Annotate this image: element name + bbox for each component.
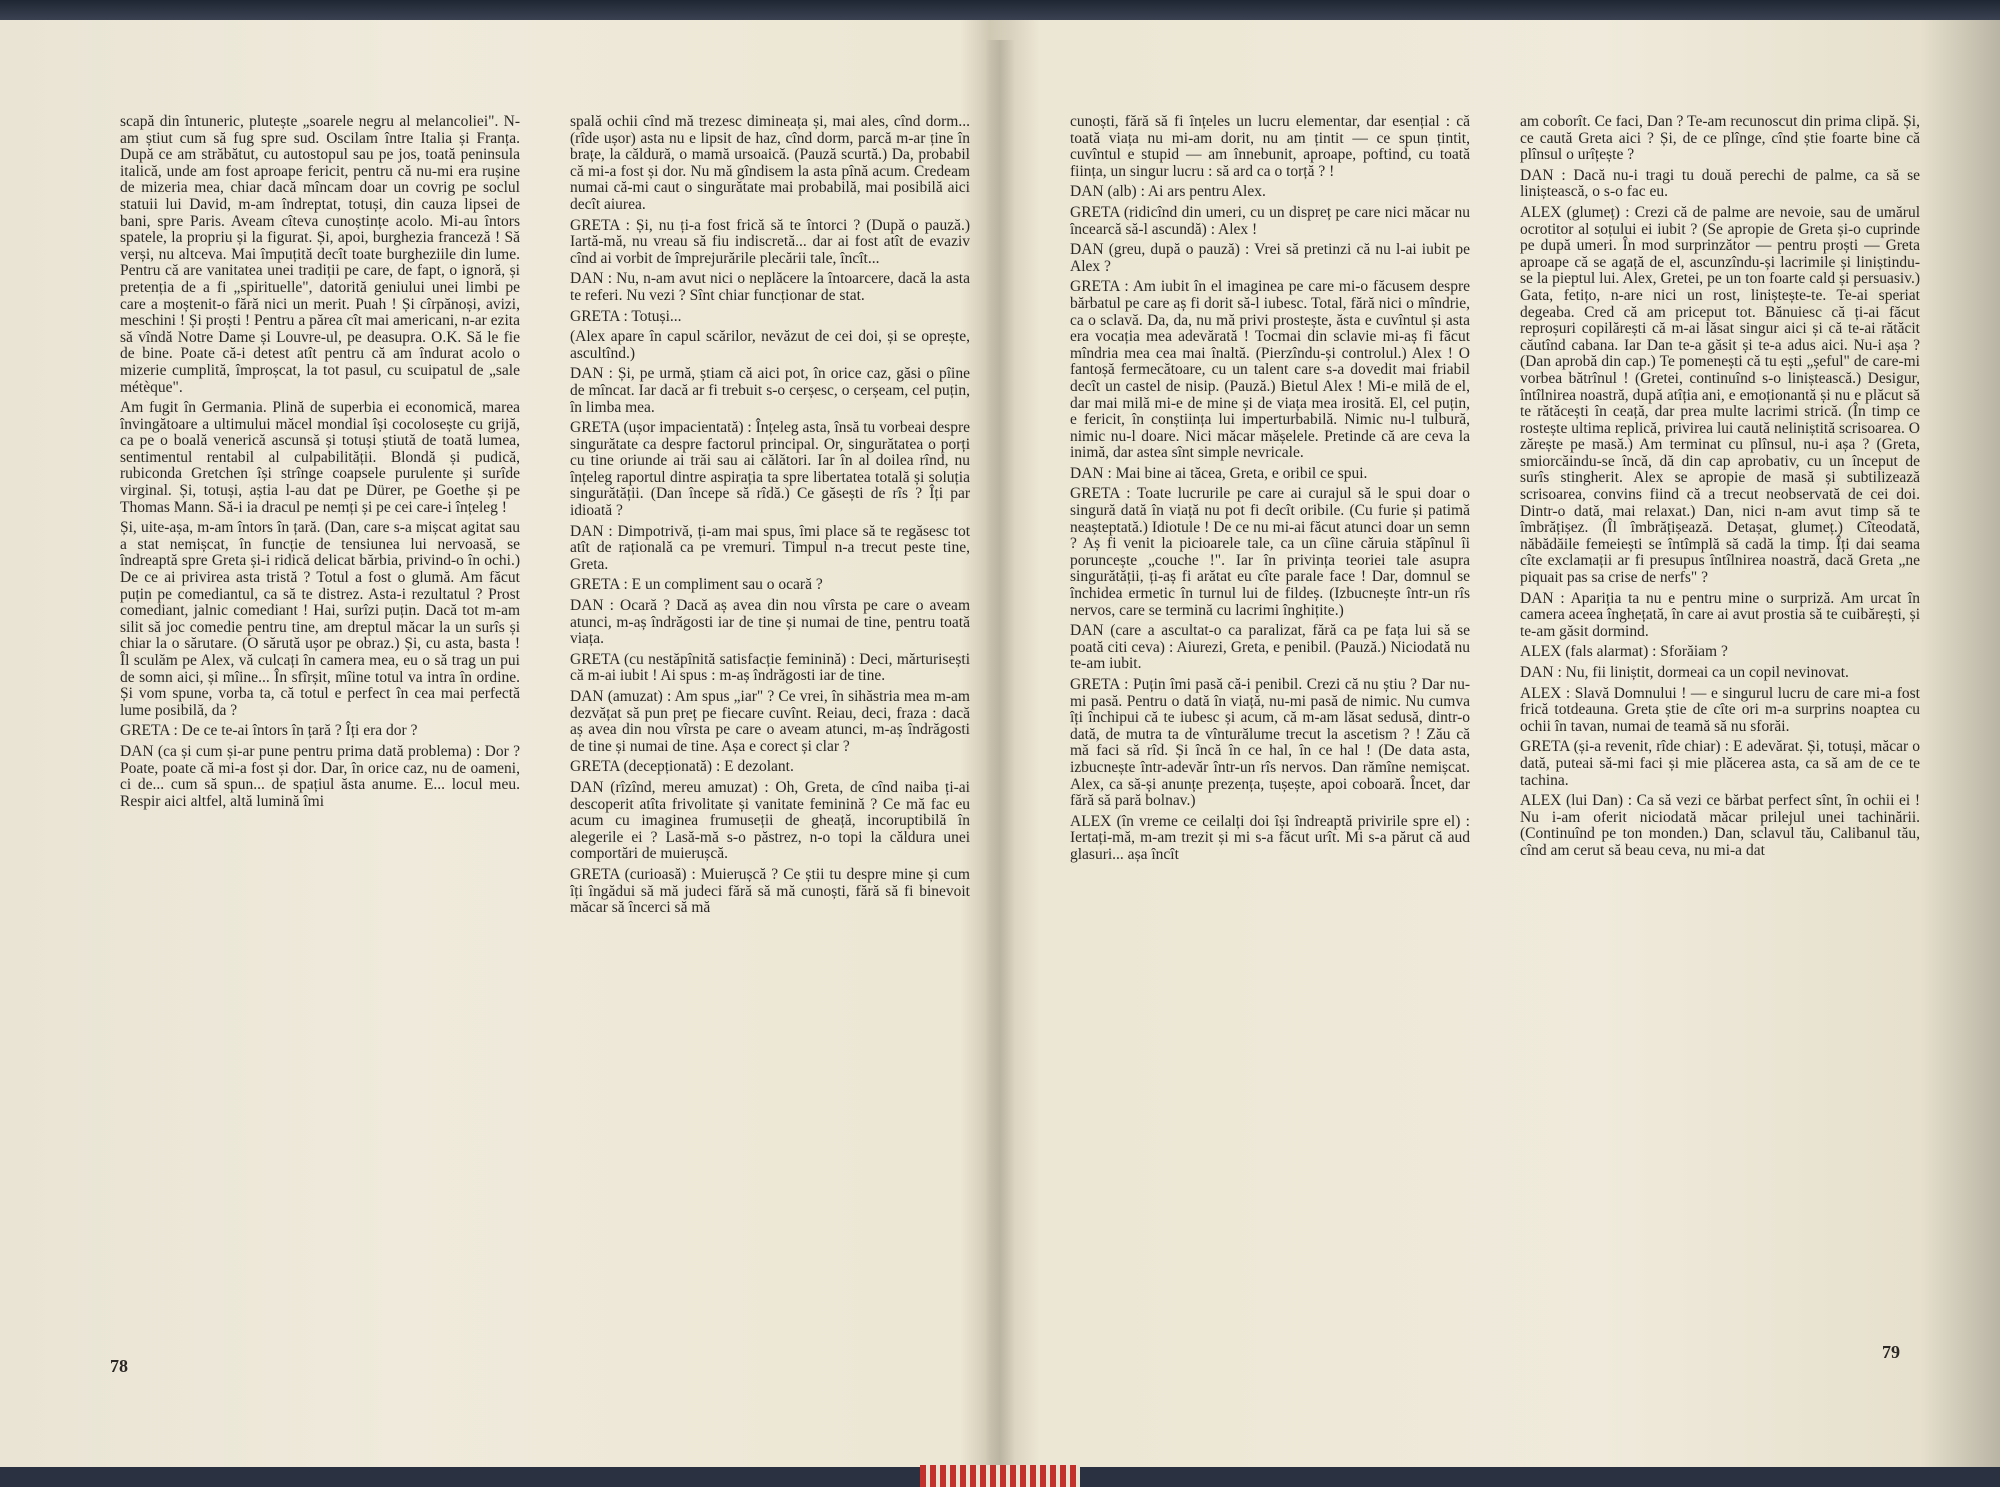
paragraph: Am fugit în Germania. Plină de superbia ei economică, marea învingătoare a ultimului măcel mondial își cocolosește cu grijă, ca pe o boală venerică ascunsă și totuși știută de toată lumea, sentimentul rentabil al culpabilității. Blondă și pudică, rubiconda Gretchen își strînge coapsele purulente și surîde virginal. Și, totuși, aștia l-au dat pe Dürer, pe Goethe și pe Thomas Mann. Să-i ia dracul pe nemți și pe cei care-i înțeleg ! [120, 399, 520, 516]
paragraph: GRETA : Totuși... [570, 307, 682, 325]
paragraph: scapă din întuneric, plutește „soarele negru al melancoliei". N-am știut cum să fug spre sud. Oscilam între Italia și Franța. După ce am străbătut, cu autostopul sau pe jos, toată peninsula italică, unde am fost aproape fericit, pentru că nu-mi era rușine de mizeria mea, chiar dacă mîncam doar un covrig pe soclul statuii lui David, m-am îndreptat, totuși, din cauza lipsei de bani, spre Paris. Aveam cîteva cunoștințe acolo. Mi-au întors spatele, la propriu și la figurat. Și, apoi, burghezia franceză ! Să verși, nu altceva. Mai împuțită decît toate burgheziile din lume. Pentru că are vanitatea unei tradiții pe care, de fapt, o ignoră, și pretenția de a fi „spirituelle", datorită geniului unei limbi pe care a moștenit-o fără nici un merit. Puah ! Și cîrpănoși, avizi, meschini ! Și proști ! Pentru a părea cît mai americani, n-ar ezita să vîndă Notre Dame și Louvre-ul, pe deasupra. O.K. Să le fie de bine. Poate că-i detest atît pentru că am îndurat acolo o mizerie cumplită, împroșcat, la tot pasul, cu scuipatul de „sale métèque". [120, 114, 520, 396]
paragraph: GRETA (ridicînd din umeri, cu un dispreț pe care nici măcar nu încearcă să-l ascundă) : Alex ! [1070, 203, 1470, 238]
paragraph: spală ochii cînd mă trezesc dimineața și, mai ales, cînd dorm... (rîde ușor) asta nu e lipsit de haz, cînd dorm, parcă m-ar ține în brațe, la căldură, o mamă ursoaică. (Pauză scurtă.) Da, probabil că mi-a fost și dor. Nu mă gîndisem la asta pînă acum. Credeam numai că-mi caut o singurătate mai probabilă, mai posibilă aici decît aiurea. [570, 114, 970, 213]
paragraph: DAN : Apariția ta nu e pentru mine o surpriză. Am urcat în camera aceea înghețată, în care ai avut prostia să te cuibărești, și te-am găsit dormind. [1520, 589, 1920, 640]
paragraph: DAN : Dacă nu-i tragi tu două perechi de palme, ca să se liniștească, o s-o fac eu. [1520, 166, 1920, 201]
paragraph: DAN : Și, pe urmă, știam că aici pot, în orice caz, găsi o pîine de mîncat. Iar dacă ar fi trebuit s-o cerșesc, o cerșeam, cel puțin, în limba mea. [570, 365, 970, 416]
right-page-column-2 [1520, 114, 1920, 864]
page-number: 79 [1882, 1342, 1900, 1362]
paragraph: DAN (ca și cum și-ar pune pentru prima dată problema) : Dor ? Poate, poate că mi-a fost și dor. Dar, în orice caz, nu de oameni, ci de... cum să spun... de spațiul ăsta anume. E... locul meu. Respir aici altfel, altă lumină îmi [120, 742, 520, 810]
left-page-column-1 [120, 114, 520, 814]
paragraph: GRETA : Toate lucrurile pe care ai curajul să le spui doar o singură dată în viață nu pot fi decît oribile. (Cu furie și patimă neașteptată.) Idiotule ! De ce nu mi-ai făcut atunci doar un semn ? Aș fi venit la picioarele tale, ca un cîine căruia stăpînul îi poruncește „couche !". Iar în privința teoriei tale asupra singurătății, ți-aș fi arătat eu cîte parale face ! Dar, domnul se închidea ermetic în turnul lui de fildeș. (Izbucnește într-un rîs nervos, care se termină cu lacrimi înghițite.) [1070, 485, 1470, 619]
paragraph: GRETA (decepționată) : E dezolant. [570, 758, 794, 776]
paragraph: ALEX (fals alarmat) : Sforăiam ? [1520, 643, 1728, 661]
left-page [110, 90, 990, 1430]
paragraph: GRETA : Puțin îmi pasă că-i penibil. Crezi că nu știu ? Dar nu-mi pasă. Pentru o dată în viață, nu-mi pasă de nimic. Nu cumva îți închipui că te iubesc și acum, că m-am lăsat sedusă, dintr-o dată, de mutra ta de vînturălume trecut la ascetism ? ! Zău că mă faci să rîd. Și încă în ce hal, în ce hal ! (De data asta, izbucnește într-adevăr într-un rîs nervos. Dan rămîne nemișcat. Alex, ca să-și anunțe prezența, tușește, apoi coboară. Încet, dar fără să pară bolnav.) [1070, 676, 1470, 810]
paragraph: GRETA (ușor impacientată) : Înțeleg asta, însă tu vorbeai despre singurătate ca despre factorul principal. Or, singurătatea o porți cu tine oriunde ai trăi sau ai călători. Iar în al doilea rînd, nu înțeleg raportul dintre aspirația ta spre libertatea totală și soluția singurătății. (Dan începe să rîdă.) Ce găsești de rîs ? Îți par idioată ? [570, 419, 970, 520]
paragraph: ALEX (glumeț) : Crezi că de palme are nevoie, sau de umărul ocrotitor al soțului ei iubit ? (Se apropie de Greta și-o cuprinde pe după umeri. În mod surprinzător — pentru proști — Greta aproape că se agață de el, ascunzîndu-și lacrimile și liniștindu-se la pieptul lui. Alex, Gretei, pe un ton foarte cald și persuasiv.) Gata, fetițo, n-are nici un rost, liniștește-te. Te-ai speriat degeaba. Cred că am priceput tot. Bănuiesc că ți-ai făcut reproșuri copilărești că m-ai lăsat singur aici și că te-ai rătăcit căutînd cabana. Iar Dan te-a găsit și te-a adus aici. Nu-i așa ? (Dan aprobă din cap.) Te pomenești că tu ești „șeful" de care-mi vorbea bătrînul ! (Gretei, continuînd s-o liniștească.) Desigur, întîlnirea noastră, după atîția ani, e emoționantă și nu e plăcut să te rătăcești în ceață, dar prea multe lacrimi strică. (În timp ce rostește ultima replică, privirea lui caută neliniștită scrisoarea. O zărește pe masă.) Am terminat cu plînsul, nu-i așa ? (Greta, smiorcăindu-se încă, dă din cap aprobativ, cu un început de surîs stingherit. Alex se apropie de masă și subtilizează scrisoarea, convins fiind că a trecut neobservată de cei doi. Dintr-o dată, mai relaxat.) Dan, nici n-am avut timp să te îmbrățișez. (Îl îmbrățișează. Detașat, glumeț.) Cîteodată, năbădăile femeiești se întîmplă să cadă la timp. Îți dai seama cîte exclamații ar fi presupus întîlnirea noastră, dacă Greta „ne piquait pas sa crise de nerfs" ? [1520, 203, 1920, 587]
paragraph: DAN (greu, după o pauză) : Vrei să pretinzi că nu l-ai iubit pe Alex ? [1070, 241, 1470, 275]
paragraph: GRETA : Și, nu ți-a fost frică să te întorci ? (După o pauză.) Iartă-mă, nu vreau să fiu indiscretă... dar ai fost atît de evaziv cînd ai vorbit de împrejurările plecării tale, încît... [570, 216, 970, 267]
page-number: 78 [110, 1356, 128, 1376]
paragraph: am coborît. Ce faci, Dan ? Te-am recunoscut din prima clipă. Și, ce caută Greta aici ? Și, de ce plînge, cînd știe foarte bine că plînsul o urîțește ? [1520, 114, 1920, 164]
paragraph: (Alex apare în capul scărilor, nevăzut de cei doi, și se oprește, ascultînd.) [570, 328, 970, 362]
paragraph: DAN (care a ascultat-o ca paralizat, fără ca pe fața lui să se poată citi ceva) : Aiurezi, Greta, e penibil. (Pauză.) Niciodată nu te-am iubit. [1070, 622, 1470, 673]
paragraph: DAN (rîzînd, mereu amuzat) : Oh, Greta, de cînd naiba ți-ai descoperit atîta frivolitate și vanitate feminină ? Ce mă fac eu acum cu imaginea frumuseții de gheață, incoruptibilă în alegerile ei ? Lasă-mă s-o păstrez, n-o topi la căldura unei comportări de muierușcă. [570, 778, 970, 863]
background-top-edge [0, 0, 2000, 20]
paragraph: GRETA (și-a revenit, rîde chiar) : E adevărat. Și, totuși, măcar o dată, puteai să-mi faci și mie plăcerea asta, ca să am de ce te tachina. [1520, 738, 1920, 789]
paragraph: DAN (amuzat) : Am spus „iar" ? Ce vrei, în sihăstria mea m-am dezvățat să pun preț pe fiecare cuvînt. Reiau, deci, fraza : dacă aș avea din nou vîrsta pe care o aveam atunci, m-aș îndrăgosti de tine și numai de tine. Așa e corect și clar ? [570, 688, 970, 755]
paragraph: ALEX (în vreme ce ceilalți doi își îndreaptă privirile spre el) : Iertați-mă, m-am trezit și mi s-a făcut urît. Mi s-a părut că aud glasuri... așa încît [1070, 812, 1470, 863]
paragraph: ALEX (lui Dan) : Ca să vezi ce bărbat perfect sînt, în ochii ei ! Nu i-am oferit niciodată măcar prilejul unei tachinării. (Continuînd pe ton monden.) Dan, sclavul tău, Calibanul tău, cînd am cerut să beau ceva, nu mi-a dat [1520, 792, 1920, 859]
paragraph: DAN (alb) : Ai ars pentru Alex. [1070, 183, 1266, 201]
paragraph: GRETA : De ce te-ai întors în țară ? Îți era dor ? [120, 722, 418, 740]
bookmark-ribbon [920, 1465, 1080, 1487]
paragraph: DAN : Nu, fii liniștit, dormeai ca un copil nevinovat. [1520, 664, 1849, 681]
left-page-column-2 [570, 114, 970, 921]
paragraph: GRETA (curioasă) : Muierușcă ? Ce știi tu despre mine și cum îți îngădui să mă judeci fără să mă cunoști, fără să fi binevoit măcar să încerci să mă [570, 865, 970, 917]
right-page-column-1 [1070, 114, 1470, 868]
paragraph: GRETA : Am iubit în el imaginea pe care mi-o făcusem despre bărbatul pe care aș fi dorit să-l iubesc. Total, fără nici o mîndrie, ca o sclavă. Da, da, nu mă privi prostește, ăsta e cuvîntul și asta era vocația mea adevărată ! Tocmai din sclavie mi-aș fi făcut mîndria mea cea mai înaltă. (Pierzîndu-și controlul.) Alex ! O fantoșă fermecătoare, cu un talent care s-a dovedit mai friabil decît un castel de nisip. (Pauză.) Bietul Alex ! Mi-e milă de el, dar mai milă mi-e de mine și de viața mea irosită. El, cel puțin, e fericit, în conștiința lui imperturbabilă. Nimic nu-l tulbură, nimic nu-l doare. Nici măcar mășelele. Pretinde că are ceva la inimă, dar astea sînt simple nevricale. [1070, 278, 1470, 462]
paragraph: GRETA : E un compliment sau o ocară ? [570, 576, 823, 594]
paragraph: DAN : Dimpotrivă, ți-am mai spus, îmi place să te regăsesc tot atît de rațională ca pe vremuri. Timpul n-a trecut peste tine, Greta. [570, 522, 970, 573]
paragraph: Și, uite-așa, m-am întors în țară. (Dan, care s-a mișcat agitat sau a stat nemișcat, în funcție de tensiunea lui nervoasă, se îndreaptă spre Greta și-i ridică delicat bărbia, privind-o în ochi.) De ce ai privirea asta tristă ? Totul a fost o glumă. Am făcut puțin pe comediantul, ca să te distrez. Asta-i rezultatul ? Prost comediant, jalnic comediant ! Hai, surîzi puțin. Dacă tot m-am silit să joc comedie pentru tine, am dreptul măcar la un surîs și chiar la o sărutare. (O sărută ușor pe obraz.) Și, cu asta, basta ! Îl sculăm pe Alex, vă culcați în camera mea, eu o să trag un pui de somn aici, și mîine... În sfîrșit, mîine totul va intra în ordine. Și vom spune, vorba ta, că totul e perfect în cea mai perfectă lume posibilă, da ? [120, 519, 520, 719]
paragraph: DAN : Mai bine ai tăcea, Greta, e oribil ce spui. [1070, 464, 1368, 482]
right-page [1060, 90, 1920, 1430]
paragraph: ALEX : Slavă Domnului ! — e singurul lucru de care mi-a fost frică totdeauna. Greta știe de cîte ori m-a surprins noaptea cu ochii în tavan, numai de teamă să nu sforăi. [1520, 684, 1920, 735]
paragraph: GRETA (cu nestăpînită satisfacție feminină) : Deci, mărturisești că m-ai iubit ! Ai spus : m-aș îndrăgosti iar de tine. [570, 650, 970, 685]
paragraph: DAN : Ocară ? Dacă aș avea din nou vîrsta pe care o aveam atunci, m-aș îndrăgosti iar de tine și numai de tine, pentru toată viața. [570, 597, 970, 648]
paragraph: cunoști, fără să fi înțeles un lucru elementar, dar esențial : că toată viața nu mi-am dorit, nu am țintit — ce spun țintit, cuvîntul e stupid — am înnebunit, aproape, poftind, cu toată ființa, un singur lucru : să ard ca o torță ? ! [1070, 114, 1470, 180]
open-book [0, 20, 2000, 1467]
paragraph: DAN : Nu, n-am avut nici o neplăcere la întoarcere, dacă la asta te referi. Nu vezi ? Sînt chiar funcționar de stat. [570, 270, 970, 304]
